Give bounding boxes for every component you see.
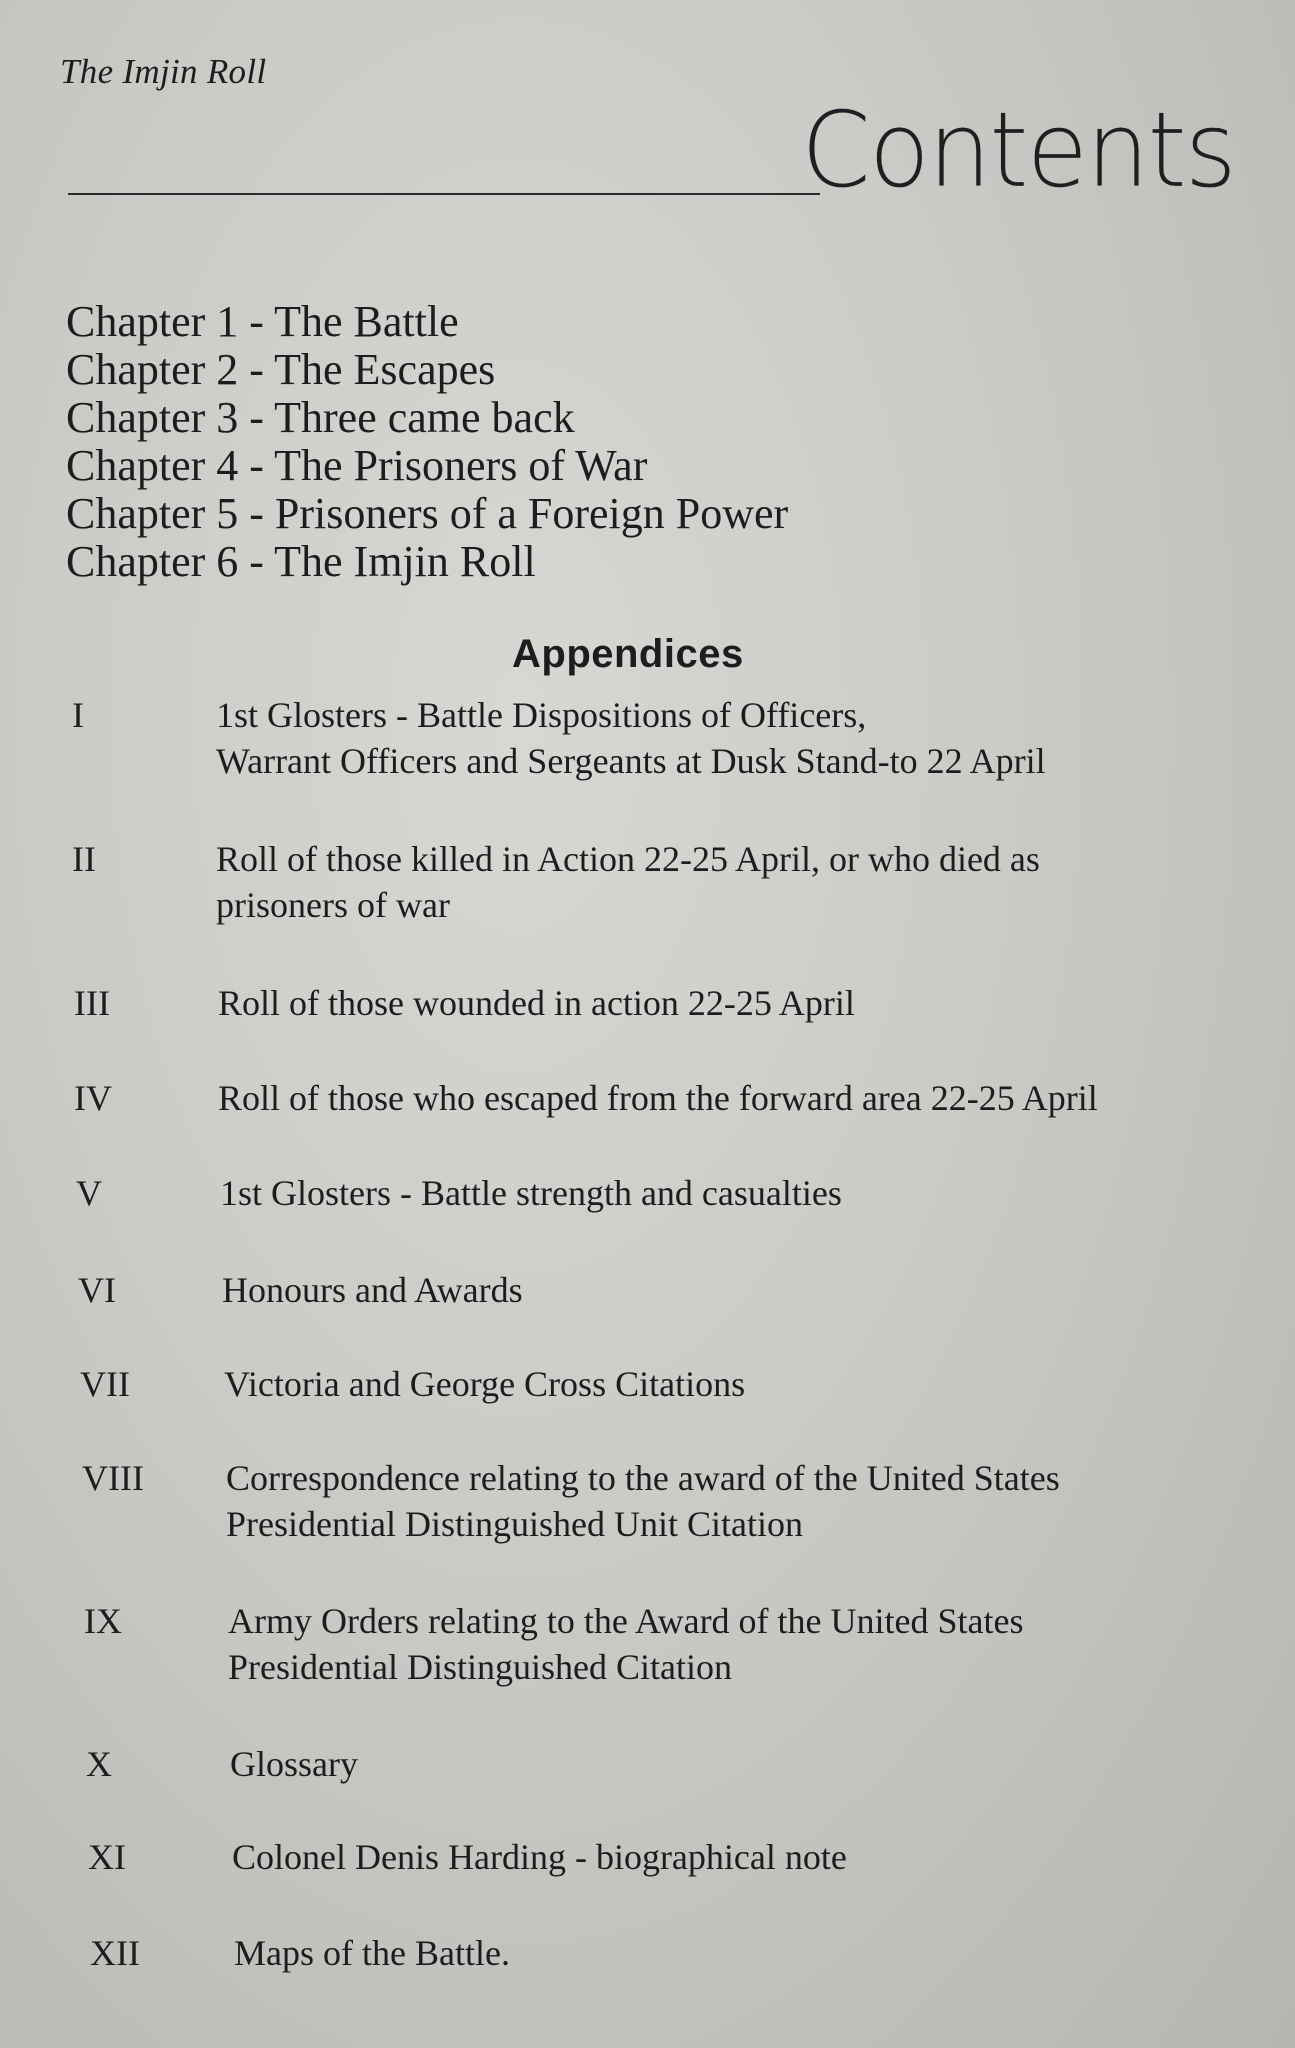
appendix-numeral: IV: [74, 1078, 112, 1118]
appendix-title: [216, 836, 1216, 928]
appendix-title-line: 1st Glosters - Battle strength and casualties: [220, 1173, 842, 1213]
appendix-title-line: Roll of those killed in Action 22-25 April, or who died as: [216, 839, 1040, 879]
chapter-entry: Chapter 4 - The Prisoners of War: [66, 441, 648, 490]
appendix-numeral: XII: [90, 1933, 140, 1973]
appendix-numeral: IX: [84, 1601, 122, 1641]
appendix-numeral: II: [72, 839, 96, 879]
chapter-list: [66, 298, 788, 586]
appendix-numeral: VII: [80, 1364, 130, 1404]
appendix-title-line: Presidential Distinguished Unit Citation: [226, 1504, 803, 1544]
title-rule: [68, 193, 820, 195]
appendix-numeral: X: [86, 1744, 112, 1784]
appendix-title: [228, 1598, 1228, 1690]
chapter-entry: Chapter 3 - Three came back: [66, 393, 575, 442]
appendix-title: [216, 692, 1216, 784]
running-head: The Imjin Roll: [60, 52, 267, 91]
appendix-title: [218, 1075, 1218, 1121]
appendix-title-line: Victoria and George Cross Citations: [224, 1364, 746, 1404]
appendix-title: [226, 1455, 1226, 1547]
appendix-title: [230, 1741, 1230, 1787]
appendix-title: [232, 1834, 1232, 1880]
appendix-title-line: Correspondence relating to the award of the United States: [226, 1458, 1060, 1498]
chapter-entry: Chapter 2 - The Escapes: [66, 345, 496, 394]
appendices-heading: Appendices: [512, 632, 744, 676]
appendix-numeral: VIII: [82, 1458, 144, 1498]
chapter-entry: Chapter 1 - The Battle: [66, 297, 459, 346]
appendix-numeral: VI: [78, 1270, 116, 1310]
appendix-title-line: Warrant Officers and Sergeants at Dusk Stand-to 22 April: [216, 741, 1046, 781]
chapter-entry: Chapter 6 - The Imjin Roll: [66, 537, 536, 586]
appendix-numeral: V: [76, 1173, 102, 1213]
appendix-title-line: Presidential Distinguished Citation: [228, 1647, 732, 1687]
appendix-numeral: I: [72, 695, 84, 735]
appendix-title-line: Maps of the Battle.: [234, 1933, 510, 1973]
page-title: Contents: [801, 89, 1235, 211]
appendix-title-line: Colonel Denis Harding - biographical note: [232, 1837, 847, 1877]
appendix-numeral: XI: [88, 1837, 126, 1877]
appendix-title-line: prisoners of war: [216, 885, 450, 925]
appendix-title-line: Army Orders relating to the Award of the United States: [228, 1601, 1024, 1641]
appendix-title: [218, 980, 1218, 1026]
appendix-title-line: 1st Glosters - Battle Dispositions of Officers,: [216, 695, 867, 735]
appendix-numeral: III: [74, 983, 110, 1023]
chapter-entry: Chapter 5 - Prisoners of a Foreign Power: [66, 489, 789, 538]
appendix-title-line: Roll of those who escaped from the forward area 22-25 April: [218, 1078, 1098, 1118]
appendix-title: [220, 1170, 1220, 1216]
appendix-title: [234, 1930, 1234, 1976]
appendix-title: [222, 1267, 1222, 1313]
appendix-title-line: Glossary: [230, 1744, 358, 1784]
appendix-title-line: Roll of those wounded in action 22-25 April: [218, 983, 855, 1023]
appendix-title: [224, 1361, 1224, 1407]
appendix-title-line: Honours and Awards: [222, 1270, 523, 1310]
